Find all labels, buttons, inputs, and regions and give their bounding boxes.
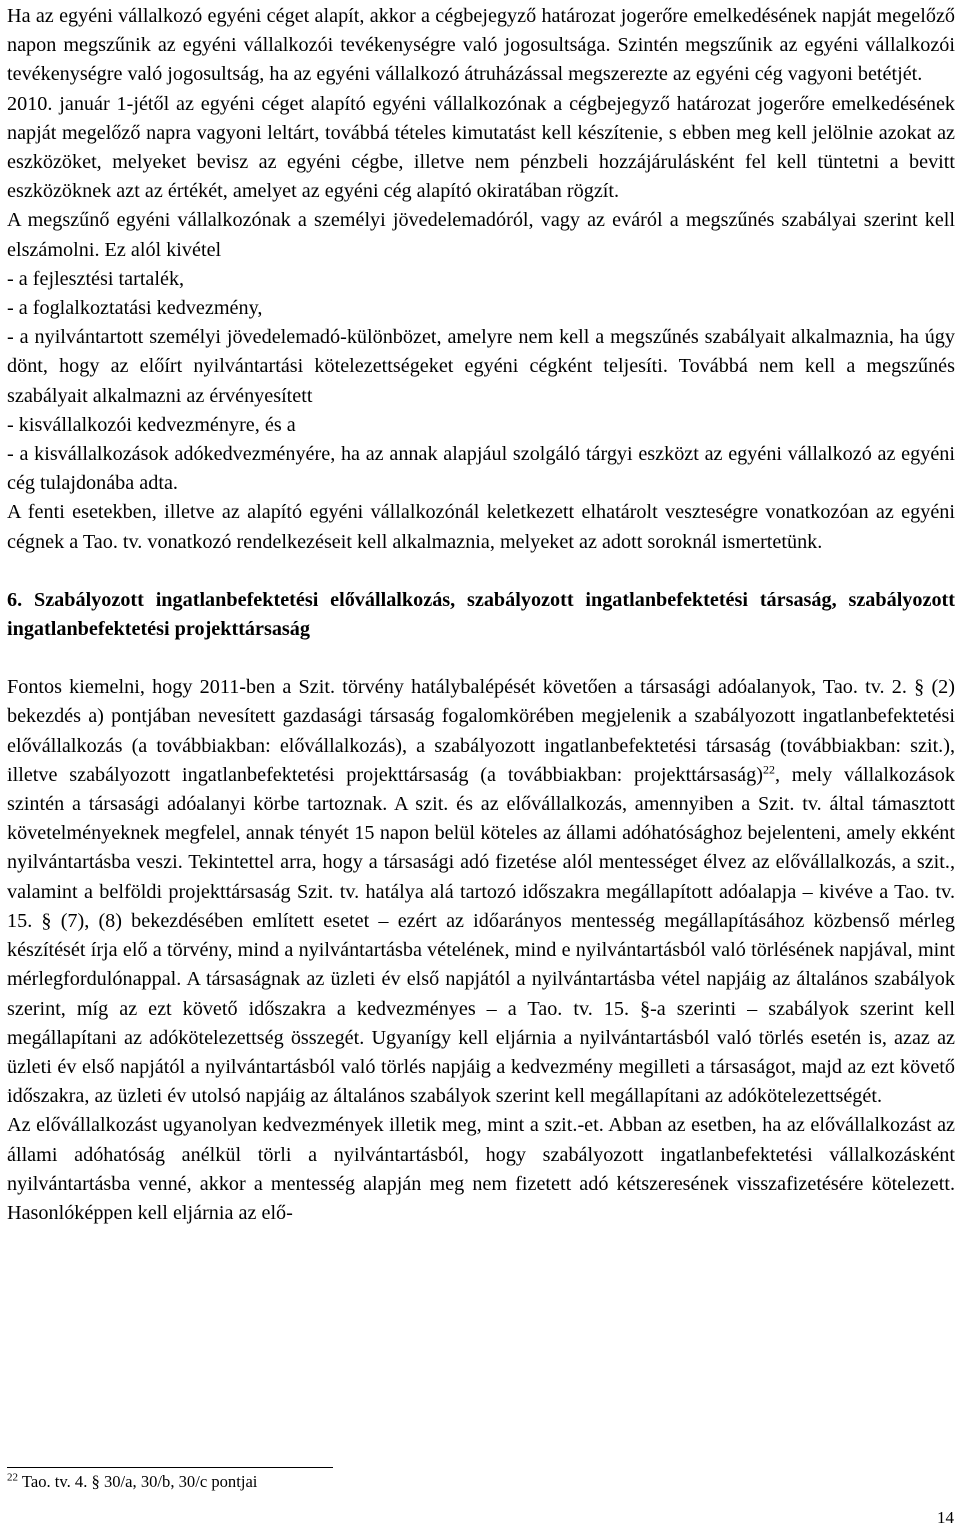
footnote-text: Tao. tv. 4. § 30/a, 30/b, 30/c pontjai xyxy=(18,1472,258,1491)
paragraph-text: Fontos kiemelni, hogy 2011-ben a Szit. törvény hatálybalépését követően a társasági adóalanyok, Tao. tv. 2. § (2) bekezdés a) pontjában nevesített gazdasági társaság fogalomkörében megjelenik a szabályozott ingatlanbefektetési elővállalkozás (a továbbiakban: elővállalkozás), a szabályozott ingatlanbefektetési társaság (továbbiakban: szit.), illetve szabályozott ingatlanbefektetési projekttársaság (a továbbiakban: projekttársaság) xyxy=(7,676,955,786)
list-item: - a kisvállalkozások adókedvezményére, ha az annak alapjául szolgáló tárgyi eszközt az egyéni vállalkozó az egyéni cég tulajdonába adta. xyxy=(7,443,955,495)
document-body xyxy=(7,2,955,1228)
footnote xyxy=(7,1472,257,1492)
paragraph: Ha az egyéni vállalkozó egyéni céget alapít, akkor a cégbejegyző határozat jogerőre emelkedésének napját megelőző napon megszűnik az egyéni vállalkozói tevékenységre való jogosultsága. Szintén megszűnik az egyéni vállalkozói tevékenységre való jogosultság, ha az egyéni vállalkozó átruházással megszerezte az egyéni cég vagyoni betétjét. xyxy=(7,5,955,86)
paragraph: A megszűnő egyéni vállalkozónak a személyi jövedelemadóról, vagy az eváról a megszűnés szabályai szerint kell elszámolni. Ez alól kivétel xyxy=(7,209,955,261)
footnote-divider xyxy=(7,1467,333,1468)
paragraph: A fenti esetekben, illetve az alapító egyéni vállalkozónál keletkezett elhatárolt veszteségre vonatkozóan az egyéni cégnek a Tao. tv. vonatkozó rendelkezéseit kell alkalmaznia, melyeket az adott soroknál ismertetünk. xyxy=(7,501,955,553)
list-item: - a fejlesztési tartalék, xyxy=(7,267,185,290)
paragraph-text: , mely vállalkozások szintén a társasági adóalanyi körbe tartoznak. A szit. és az elővállalkozás, amennyiben a Szit. tv. által támasztott követelményeknek megfelel, annak tényét 15 napon belül köteles az állami adóhatósághoz bejelenteni, amely ekként nyilvántartásba veszi. Tekintettel arra, hogy a társasági adó fizetése alól mentességet élvez az elővállalkozás, a szit., valamint a belföldi projekttársaság Szit. tv. hatálya alá tartozó időszakra megállapított adóalapja – kivéve a Tao. tv. 15. § (7), (8) bekezdésében említett esetet – ezért az időarányos mentesség megállapításához közbenső mérleg készítését írja elő a törvény, mind a nyilvántartásba vételének, mind e nyilvántartásból való törlésének napjával, mint mérlegfordulónappal. A társaságnak az üzleti év első napjától a nyilvántartásba vétel napjáig az általános szabályok szerint, míg az ezt követő időszakra a kedvezményes – a Tao. tv. 15. §-a szerinti – szabályok szerint kell megállapítani az adókötelezettség összegét. Ugyanígy kell eljárnia a nyilvántartásból való törlés esetén is, azaz az üzleti év első napjától a nyilvántartásból való törlés napjáig a kedvezmény megilleti a társaságot, majd az ezt követő időszakra, az üzleti év utolsó napjáig az általános szabályok szerint kell megállapítani az adókötelezettségét. xyxy=(7,763,955,1108)
paragraph: Az elővállalkozást ugyanolyan kedvezmények illetik meg, mint a szit.-et. Abban az esetben, ha az elővállalkozást az állami adóhatóság anélkül törli a nyilvántartásból, hogy szabályozott ingatlanbefektetési vállalkozásként nyilvántartásba venné, akkor a mentesség alapján meg nem fizetett adó kétszeresének visszafizetésére kötelezett. Hasonlóképpen kell eljárnia az elő- xyxy=(7,1114,955,1224)
list-item: - a foglalkoztatási kedvezmény, xyxy=(7,297,263,320)
paragraph: 2010. január 1-jétől az egyéni céget alapító egyéni vállalkozónak a cégbejegyző határozat jogerőre emelkedésének napját megelőző napra vagyoni leltárt, továbbá tételes kimutatást kell készítenie, s ebben meg kell jelölnie azokat az eszközöket, melyeket bevisz az egyéni cégbe, illetve nem pénzbeli hozzájárulásként fel kell tüntetni a bevitt eszközöknek azt az értékét, amelyet az egyéni cég alapító okiratában rögzít. xyxy=(7,92,955,203)
page-number: 14 xyxy=(937,1508,954,1527)
list-item: - kisvállalkozói kedvezményre, és a xyxy=(7,413,296,436)
section-heading: 6. Szabályozott ingatlanbefektetési elővállalkozás, szabályozott ingatlanbefektetési társaság, szabályozott ingatlanbefektetési projekttársaság xyxy=(7,588,955,641)
footnote-reference[interactable]: 22 xyxy=(762,762,775,777)
list-item: - a nyilvántartott személyi jövedelemadó-különbözet, amelyre nem kell a megszűnés szabályait alkalmaznia, ha úgy dönt, hogy az előírt nyilvántartási kötelezettségeket egyéni cégként teljesíti. Továbbá nem kell a megszűnés szabályait alkalmazni az érvényesített xyxy=(7,326,955,407)
paragraph xyxy=(7,673,955,1111)
footnote-number: 22 xyxy=(7,1471,18,1484)
